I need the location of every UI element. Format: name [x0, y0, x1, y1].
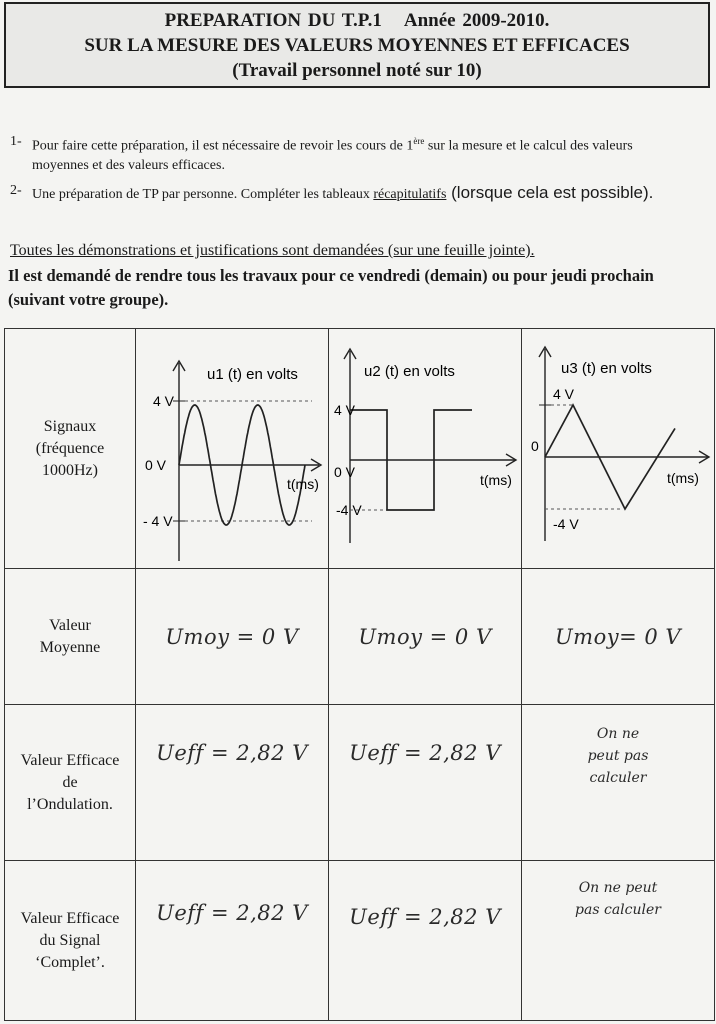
- title-line-2: SUR LA MESURE DES VALEURS MOYENNES ET EFFICACES: [84, 35, 630, 56]
- u3-tick-label-zero: 0: [531, 438, 539, 454]
- label-signals-3: 1000Hz): [42, 461, 98, 479]
- cell-u1-full: [136, 861, 329, 1021]
- label-average-1: Valeur: [49, 616, 91, 634]
- u2-tick-label-min: -4 V: [336, 502, 362, 518]
- cell-u3-full: [522, 861, 715, 1021]
- label-full-2: du Signal: [39, 931, 101, 949]
- u1-tick-label-zero: 0 V: [145, 457, 167, 473]
- cell-u3-ripple: [522, 705, 715, 861]
- u2-ripple-answer: Ueff = 2,82 V: [349, 741, 501, 765]
- label-average-2: Moyenne: [39, 638, 101, 656]
- cell-u1-average: [136, 569, 329, 705]
- instruction-1-text: Pour faire cette préparation, il est nécessaire de revoir les cours de 1: [32, 138, 414, 154]
- label-full-rms: [5, 861, 136, 1021]
- instruction-2-text: Une préparation de TP par personne. Compléter les tableaux: [32, 186, 374, 202]
- title-year: Année 2009-2010.: [403, 10, 550, 31]
- instruction-1-text-end: sur la mesure et le calcul des valeurs moyennes et des valeurs efficaces.: [32, 138, 633, 173]
- label-signals-2: (fréquence: [35, 439, 105, 457]
- label-average: [5, 569, 136, 705]
- u1-full-answer: Ueff = 2,82 V: [156, 901, 308, 925]
- label-ripple-1: Valeur Efficace: [20, 751, 120, 769]
- u3-x-label: t(ms): [667, 470, 699, 486]
- instruction-1-number: 1-: [10, 134, 22, 149]
- u2-x-label: t(ms): [480, 472, 512, 488]
- label-signals: [5, 329, 136, 569]
- demonstrations-note: Toutes les démonstrations et justifications sont demandées (sur une feuille jointe).: [10, 242, 535, 259]
- u3-triangle-chart: [523, 329, 713, 563]
- u2-tick-label-zero: 0 V: [334, 464, 356, 480]
- title-box: [4, 2, 710, 88]
- u1-ripple-answer: Ueff = 2,82 V: [156, 741, 308, 765]
- u3-tick-label-max: 4 V: [553, 386, 575, 402]
- u3-ripple-note-3: calculer: [589, 770, 647, 786]
- u2-full-answer: Ueff = 2,82 V: [349, 905, 501, 929]
- row-ripple-rms: [5, 705, 715, 861]
- instruction-2-underlined: récapitulatifs: [373, 186, 447, 202]
- deadline-warning: Il est demandé de rendre tous les travaux pour ce vendredi (demain) ou pour jeudi prochain (suivant votre groupe).: [8, 266, 654, 309]
- u3-tick-label-min: -4 V: [553, 516, 579, 532]
- cell-u3-average: [522, 569, 715, 705]
- u3-ripple-note-1: On ne: [596, 726, 640, 742]
- summary-table: [4, 328, 715, 1021]
- u3-ripple-note-2: peut pas: [587, 748, 649, 764]
- instruction-2-text-end: (lorsque cela est possible).: [446, 182, 654, 202]
- row-average: [5, 569, 715, 705]
- u2-average-answer: Umoy = 0 V: [358, 624, 492, 649]
- instruction-1: [10, 132, 690, 175]
- instruction-1-superscript: ère: [413, 136, 425, 146]
- u1-average-answer: Umoy = 0 V: [165, 624, 299, 649]
- title-tp: PREPARATION DU T.P.1: [164, 10, 382, 31]
- u2-y-label: u2 (t) en volts: [364, 363, 455, 380]
- cell-u1-signal: [136, 329, 329, 569]
- u3-full-note-1: On ne peut: [578, 880, 658, 896]
- row-full-rms: [5, 861, 715, 1021]
- u1-y-label: u1 (t) en volts: [207, 366, 298, 383]
- title-line-3: (Travail personnel noté sur 10): [232, 60, 482, 81]
- u2-tick-label-max: 4 V: [334, 402, 356, 418]
- label-full-1: Valeur Efficace: [20, 909, 120, 927]
- instruction-2: [10, 181, 690, 205]
- u3-full-note-2: pas calculer: [575, 902, 661, 918]
- title-line-1: [6, 8, 708, 33]
- label-ripple-rms: [5, 705, 136, 861]
- cell-u2-signal: [329, 329, 522, 569]
- cell-u2-average: [329, 569, 522, 705]
- row-signals: [5, 329, 715, 569]
- cell-u2-full: [329, 861, 522, 1021]
- u1-tick-label-max: 4 V: [153, 393, 175, 409]
- cell-u3-signal: [522, 329, 715, 569]
- label-ripple-3: l’Ondulation.: [27, 795, 113, 813]
- u2-square-chart: [330, 329, 520, 563]
- label-signals-1: Signaux: [43, 417, 97, 435]
- u1-x-label: t(ms): [287, 476, 319, 492]
- instructions-list: [10, 132, 690, 211]
- u3-average-answer: Umoy= 0 V: [554, 624, 682, 649]
- u1-tick-label-min: - 4 V: [143, 513, 173, 529]
- cell-u2-ripple: [329, 705, 522, 861]
- instruction-2-number: 2-: [10, 182, 22, 198]
- cell-u1-ripple: [136, 705, 329, 861]
- label-ripple-2: de: [62, 773, 78, 791]
- label-full-3: ‘Complet’.: [35, 953, 105, 971]
- u3-y-label: u3 (t) en volts: [561, 360, 652, 377]
- u1-sine-chart: [137, 329, 327, 563]
